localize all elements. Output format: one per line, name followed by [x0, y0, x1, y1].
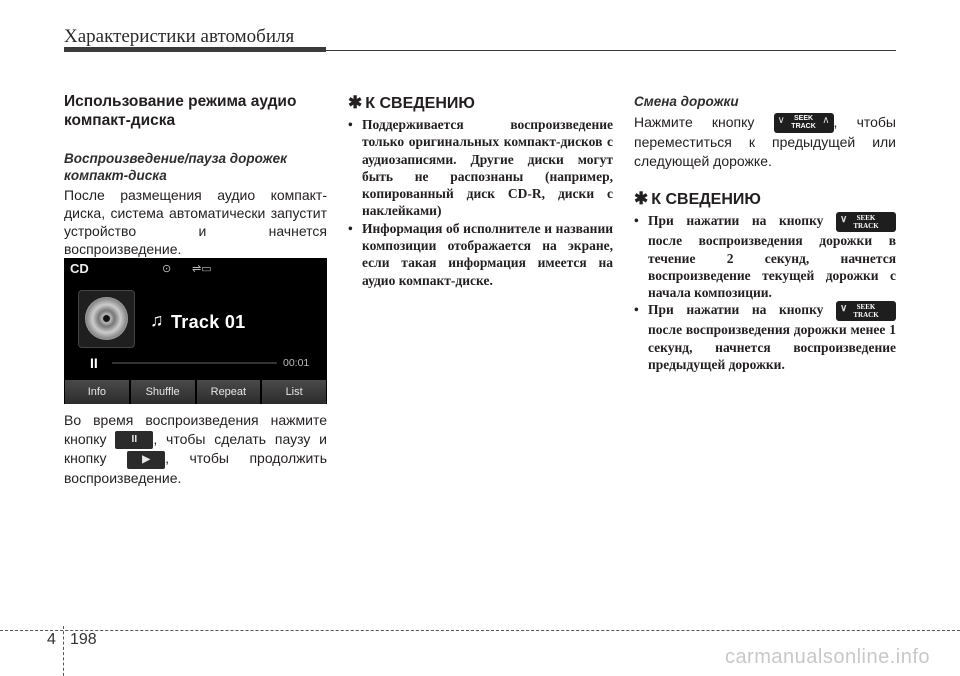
usb-icon: ⇌▭	[192, 263, 212, 275]
note-title	[348, 93, 613, 114]
footer-rule	[0, 630, 960, 631]
note2-item2-b: после воспроизведения дорожки менее 1 секунд, начнется воспроизведение предыдущей дорожки.	[648, 322, 896, 373]
middle-column	[348, 93, 613, 289]
sub-heading-track-change: Смена дорожки	[634, 94, 739, 109]
header-rule	[64, 47, 326, 52]
section-heading: Использование режима аудио компакт-диска	[64, 93, 297, 129]
track-text-a: Нажмите кнопку	[634, 114, 755, 130]
pause-text-b: , чтобы сделать паузу и кнопку	[64, 431, 328, 467]
list-item	[634, 212, 896, 301]
tab-repeat[interactable]: Repeat	[197, 380, 261, 404]
note2-item1-a: При нажатии на кнопку	[648, 213, 824, 229]
footer-divider	[63, 626, 64, 676]
sub-heading-play-pause: Воспроизведение/пауза дорожек компакт-диска	[64, 151, 287, 183]
right-column	[634, 93, 896, 373]
paragraph-pause-resume	[64, 411, 327, 488]
note-list-2	[634, 212, 896, 373]
left-column-lower	[64, 411, 327, 488]
header-rule-thin	[326, 50, 896, 51]
bullet-icon: •	[348, 117, 353, 132]
bullet-icon: •	[634, 213, 639, 229]
pause-text-a: Во время воспроизведения нажмите кнопку	[64, 412, 327, 447]
seek-track-down-icon: ∨ SEEK TRACK	[836, 301, 896, 321]
source-label: CD	[70, 261, 89, 276]
track-text-b: , чтобы переместиться к предыдущей или следующей дорожке.	[634, 114, 896, 170]
list-item	[634, 301, 896, 373]
play-key-icon: ▶	[127, 451, 165, 469]
note-star-icon: ✱	[348, 93, 363, 112]
note-item-text: Информация об исполнителе и названии композиции отображается на экране, если такая информация имеется на аудио компакт-диске.	[362, 220, 613, 288]
play-time: 00:01	[283, 357, 310, 369]
left-column	[64, 92, 327, 258]
album-art	[78, 290, 135, 348]
track-title: Track 01	[171, 312, 246, 332]
cd-screen	[64, 258, 327, 404]
seek-track-down-icon: ∨ SEEK TRACK	[836, 212, 896, 232]
bullet-icon: •	[634, 302, 639, 318]
note-item-text: Поддерживается воспроизведение только оригинальных компакт-дисков с аудиозаписями. Другие диски могут быть не распознаны (например, копированный диск CD-R, диски с наклейками)	[362, 117, 613, 219]
paragraph-cd-insert: После размещения аудио компакт-диска, система автоматически запустит устройство и начнется воспроизведение.	[64, 187, 327, 257]
list-item	[348, 220, 613, 289]
note-title-2	[634, 189, 896, 210]
note-title-text: К СВЕДЕНИЮ	[651, 191, 761, 209]
watermark: carmanualsonline.info	[724, 646, 930, 668]
tab-shuffle[interactable]: Shuffle	[131, 380, 195, 404]
progress-bar	[112, 362, 277, 364]
disc-status-icon: ⊙	[162, 263, 172, 275]
note2-item2-a: При нажатии на кнопку	[648, 302, 824, 318]
list-item	[348, 116, 613, 220]
paragraph-track-change	[634, 113, 896, 171]
tab-list[interactable]: List	[262, 380, 326, 404]
note-title-text: К СВЕДЕНИЮ	[365, 95, 475, 112]
seek-track-button-icon: ∨ SEEK TRACK ∧	[774, 113, 834, 133]
pause-text-c: , чтобы продолжить воспроизведение.	[64, 450, 328, 486]
note-list	[348, 116, 613, 289]
pause-key-icon: II	[115, 431, 153, 449]
note2-item1-b: после воспроизведения дорожки в течение 2 секунд, начнется воспроизведение текущей дорожки с начала композиции.	[648, 233, 896, 301]
music-note-icon: ♫	[150, 310, 164, 330]
chapter-number: 4	[47, 631, 56, 648]
screen-tabs	[64, 380, 327, 404]
tab-info[interactable]: Info	[65, 380, 129, 404]
cd-disc-icon	[85, 297, 128, 340]
bullet-icon: •	[348, 220, 353, 236]
page-header-title: Характеристики автомобиля	[64, 26, 295, 47]
note-star-icon: ✱	[634, 189, 649, 209]
pause-icon: II	[90, 355, 98, 371]
page-number: 198	[70, 631, 97, 648]
